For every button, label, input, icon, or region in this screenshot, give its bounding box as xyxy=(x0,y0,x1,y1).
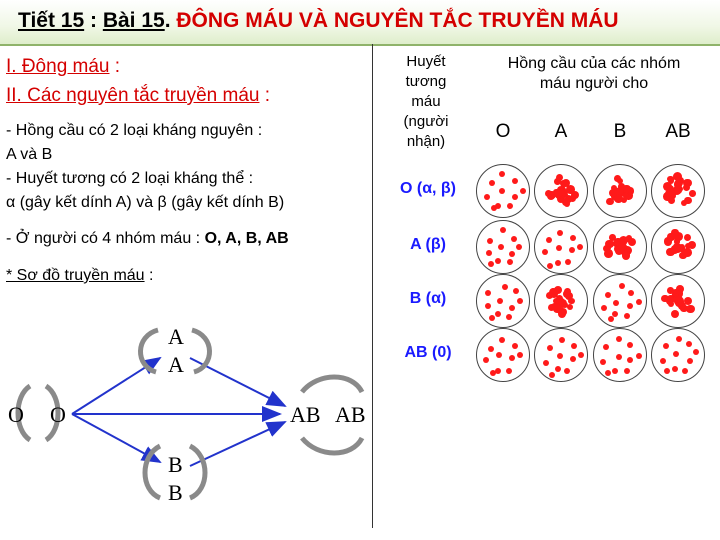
rbc-header xyxy=(474,54,714,94)
loop-A-right xyxy=(192,330,210,372)
blood-sample-cell xyxy=(593,274,647,328)
row-label-AB: AB (0) xyxy=(404,344,452,361)
red-cell xyxy=(549,372,555,378)
red-cell xyxy=(486,250,492,256)
red-cell xyxy=(517,298,523,304)
red-cell xyxy=(484,194,490,200)
red-cell xyxy=(509,305,515,311)
blood-groups-prefix: - Ở người có 4 nhóm máu : xyxy=(6,230,205,247)
red-cell xyxy=(491,205,497,211)
column-divider xyxy=(372,44,373,528)
red-cell xyxy=(616,354,622,360)
red-cell xyxy=(619,283,625,289)
loop-AB-top xyxy=(302,377,362,392)
loop-B-right xyxy=(190,446,205,498)
red-cell xyxy=(485,290,491,296)
blood-sample-cell xyxy=(651,220,705,274)
blood-sample-cell xyxy=(651,164,705,218)
red-cell xyxy=(489,180,495,186)
red-cell xyxy=(628,290,634,296)
red-cell xyxy=(520,188,526,194)
red-cell-clump xyxy=(622,252,630,260)
red-cell xyxy=(627,303,633,309)
red-cell xyxy=(676,336,682,342)
red-cell xyxy=(509,251,515,257)
diagram-node-B-bottom: B xyxy=(168,480,183,505)
section-1-heading xyxy=(6,56,120,78)
section-1-colon: : xyxy=(109,56,121,77)
diagram-node-A-bottom: A xyxy=(168,352,184,377)
title-dot: . xyxy=(164,9,177,32)
red-cell xyxy=(557,353,563,359)
red-cell xyxy=(502,284,508,290)
red-cell xyxy=(547,345,553,351)
blood-sample-cell xyxy=(651,274,705,328)
plasma-header-line: (người xyxy=(403,113,449,130)
red-cell xyxy=(483,357,489,363)
red-cell xyxy=(556,245,562,251)
red-cell xyxy=(624,313,630,319)
red-cell xyxy=(605,370,611,376)
lesson-title-bai: Bài 15 xyxy=(102,9,165,32)
blood-sample-cell xyxy=(476,220,530,274)
blood-sample-cell xyxy=(476,328,530,382)
point-antibody: - Huyết tương có 2 loại kháng thể : xyxy=(6,170,254,187)
red-cell xyxy=(488,346,494,352)
red-cell-clump xyxy=(609,189,617,197)
red-cell xyxy=(499,337,505,343)
red-cell xyxy=(557,230,563,236)
red-cell xyxy=(507,203,513,209)
diagram-node-B-top: B xyxy=(168,452,183,477)
blood-groups-line xyxy=(6,230,289,248)
red-cell xyxy=(664,368,670,374)
row-label-A: A (β) xyxy=(410,236,446,253)
arrow-O-to-B xyxy=(72,414,160,462)
red-cell xyxy=(613,300,619,306)
red-cell xyxy=(627,342,633,348)
plasma-header xyxy=(388,52,464,152)
point-antigen-types: A và B xyxy=(6,146,53,163)
red-cell xyxy=(693,349,699,355)
red-cell-clump xyxy=(545,190,552,197)
loop-AB-bottom xyxy=(302,438,362,453)
column-AB: AB xyxy=(665,121,691,142)
red-cell xyxy=(500,227,506,233)
blood-sample-cell xyxy=(651,328,705,382)
plasma-header-line: Huyết xyxy=(406,53,446,70)
red-cell xyxy=(612,368,618,374)
red-cell xyxy=(627,357,633,363)
title-separator: : xyxy=(84,9,103,32)
section-2-label: II. Các nguyên tắc truyền máu xyxy=(6,85,260,106)
red-cell-clump xyxy=(671,248,678,255)
red-cell-clump xyxy=(564,288,571,295)
plasma-header-line: máu xyxy=(411,93,441,110)
red-cell-clump xyxy=(621,197,627,203)
diagram-node-AB-right: AB xyxy=(335,402,366,427)
red-cell xyxy=(565,259,571,265)
diagram-heading-colon: : xyxy=(144,267,154,284)
blood-groups-values: O, A, B, AB xyxy=(204,230,289,247)
red-cell xyxy=(512,178,518,184)
blood-sample-cell xyxy=(593,220,647,274)
red-cell-clump xyxy=(618,243,626,251)
red-cell xyxy=(498,244,504,250)
red-cell-clump xyxy=(553,189,559,195)
red-cell xyxy=(495,311,501,317)
red-cell-clump xyxy=(675,296,682,303)
blood-sample-cell xyxy=(476,274,530,328)
red-cell-clump xyxy=(562,198,569,205)
title-bar xyxy=(0,0,720,46)
diagram-heading xyxy=(6,267,153,285)
section-2-colon: : xyxy=(259,85,271,106)
red-cell xyxy=(686,341,692,347)
row-label-O: O (α, β) xyxy=(399,180,457,197)
column-O: O xyxy=(495,121,511,142)
red-cell xyxy=(485,303,491,309)
red-cell xyxy=(577,244,583,250)
red-cell xyxy=(555,260,561,266)
red-cell xyxy=(608,316,614,322)
red-cell-clump xyxy=(571,191,579,199)
red-cell xyxy=(601,305,607,311)
diagram-node-A-top: A xyxy=(168,324,184,349)
red-cell xyxy=(660,358,666,364)
red-cell xyxy=(490,370,496,376)
loop-A-left xyxy=(140,330,158,372)
red-cell xyxy=(495,258,501,264)
red-cell xyxy=(516,244,522,250)
rbc-header-line: Hồng cầu của các nhóm xyxy=(507,55,681,72)
red-cell xyxy=(509,355,515,361)
red-cell xyxy=(507,259,513,265)
blood-sample-cell xyxy=(593,328,647,382)
plasma-header-line: nhận) xyxy=(406,133,446,150)
red-cell xyxy=(506,368,512,374)
red-cell xyxy=(570,356,576,362)
red-cell xyxy=(547,263,553,269)
red-cell xyxy=(512,343,518,349)
blood-sample-cell xyxy=(476,164,530,218)
red-cell xyxy=(616,336,622,342)
red-cell xyxy=(499,171,505,177)
red-cell-clump xyxy=(549,288,558,297)
red-cell xyxy=(571,343,577,349)
red-cell-clump xyxy=(671,310,679,318)
red-cell xyxy=(570,235,576,241)
blood-sample-cell xyxy=(534,220,588,274)
red-cell xyxy=(564,368,570,374)
red-cell xyxy=(497,298,503,304)
column-B: B xyxy=(613,121,627,142)
section-2-heading xyxy=(6,85,270,107)
column-A: A xyxy=(554,121,568,142)
red-cell xyxy=(569,247,575,253)
diagram-node-AB-left: AB xyxy=(290,402,321,427)
red-cell xyxy=(543,360,549,366)
red-cell xyxy=(499,188,505,194)
red-cell xyxy=(636,353,642,359)
red-cell xyxy=(682,368,688,374)
red-cell-clump xyxy=(684,234,692,242)
red-cell-clump xyxy=(681,200,688,207)
red-cell xyxy=(542,249,548,255)
red-cell xyxy=(687,358,693,364)
red-cell-clump xyxy=(665,190,672,197)
red-cell xyxy=(555,366,561,372)
red-cell xyxy=(636,299,642,305)
red-cell-clump xyxy=(689,190,696,197)
red-cell xyxy=(495,368,501,374)
red-cell-clump xyxy=(681,248,687,254)
section-1-label: I. Đông máu xyxy=(6,56,110,77)
red-cell xyxy=(605,292,611,298)
point-antibody-types: α (gây kết dính A) và β (gây kết dính B) xyxy=(6,194,285,211)
red-cell xyxy=(663,343,669,349)
red-cell xyxy=(506,314,512,320)
blood-sample-cell xyxy=(593,164,647,218)
red-cell xyxy=(624,368,630,374)
diagram-node-O-left: O xyxy=(8,402,24,427)
diagram-node-O-right: O xyxy=(50,402,66,427)
blood-sample-cell xyxy=(534,274,588,328)
diagram-heading-label: * Sơ đồ truyền máu xyxy=(6,267,145,284)
red-cell xyxy=(487,238,493,244)
red-cell xyxy=(559,337,565,343)
red-cell xyxy=(512,194,518,200)
red-cell xyxy=(496,352,502,358)
red-cell xyxy=(578,352,584,358)
red-cell xyxy=(600,359,606,365)
red-cell xyxy=(673,351,679,357)
red-cell-clump xyxy=(560,180,567,187)
rbc-header-line: máu người cho xyxy=(539,75,649,92)
plasma-header-line: tương xyxy=(405,73,447,90)
red-cell xyxy=(511,236,517,242)
red-cell xyxy=(603,344,609,350)
red-cell xyxy=(672,366,678,372)
point-antigen: - Hồng cầu có 2 loại kháng nguyên : xyxy=(6,122,263,139)
red-cell xyxy=(546,237,552,243)
red-cell xyxy=(513,288,519,294)
red-cell xyxy=(517,352,523,358)
row-label-B: B (α) xyxy=(409,290,447,307)
loop-B-left xyxy=(145,446,160,498)
blood-sample-cell xyxy=(534,328,588,382)
red-cell xyxy=(488,261,494,267)
lesson-heading: ĐÔNG MÁU VÀ NGUYÊN TẮC TRUYỀN MÁU xyxy=(176,9,619,32)
red-cell-clump xyxy=(628,238,636,246)
lesson-number: Tiết 15 xyxy=(18,9,85,32)
slide-title xyxy=(18,9,619,33)
blood-sample-cell xyxy=(534,164,588,218)
red-cell xyxy=(489,315,495,321)
